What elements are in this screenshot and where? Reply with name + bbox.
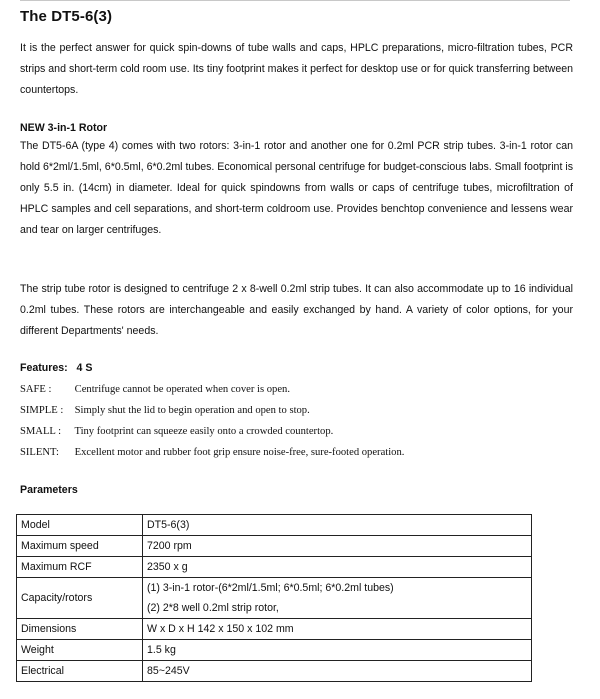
features-heading — [20, 362, 92, 374]
capacity-line-2: (2) 2*8 well 0.2ml strip rotor, — [147, 602, 279, 614]
param-key: Model — [17, 515, 143, 536]
strip-paragraph: The strip tube rotor is designed to centrifuge 2 x 8-well 0.2ml strip tubes. It can also accommodate up to 16 individual 0.2ml tubes. These rotors are interchangeable and easily exchanged by hand. A variety of color options, for your different Departments' needs. — [20, 283, 573, 337]
capacity-line-1: (1) 3-in-1 rotor-(6*2ml/1.5ml; 6*0.5ml; 6*0.2ml tubes) — [147, 582, 394, 594]
param-value — [143, 578, 532, 619]
parameters-heading: Parameters — [20, 484, 78, 496]
table-row — [17, 578, 532, 619]
feature-text: Centrifuge cannot be operated when cover is open. — [74, 384, 290, 395]
features-count: 4 S — [76, 362, 93, 374]
param-value: 85~245V — [143, 661, 532, 682]
feature-row — [20, 400, 310, 421]
rotor-heading: NEW 3-in-1 Rotor — [20, 122, 108, 134]
feature-row — [20, 421, 333, 442]
feature-key: SAFE : — [20, 384, 52, 395]
feature-row — [20, 379, 290, 400]
table-row — [17, 536, 532, 557]
param-key: Electrical — [17, 661, 143, 682]
features-label: Features: — [20, 362, 68, 374]
table-row — [17, 515, 532, 536]
feature-text: Excellent motor and rubber foot grip ensure noise-free, sure-footed operation. — [74, 447, 405, 458]
param-value: 1.5 kg — [143, 640, 532, 661]
param-key: Capacity/rotors — [17, 578, 143, 619]
param-key: Dimensions — [17, 619, 143, 640]
feature-text: Tiny footprint can squeeze easily onto a crowded countertop. — [74, 426, 334, 437]
parameters-table — [16, 514, 532, 682]
table-row — [17, 619, 532, 640]
param-value: 7200 rpm — [143, 536, 532, 557]
param-value: DT5-6(3) — [143, 515, 532, 536]
page-title: The DT5-6(3) — [20, 8, 113, 25]
table-row — [17, 557, 532, 578]
feature-key: SILENT: — [20, 447, 59, 458]
intro-paragraph: It is the perfect answer for quick spin-downs of tube walls and caps, HPLC preparations, micro-filtration tubes, PCR strips and short-term cold room use. Its tiny footprint makes it perfect for desktop use or for quick transferring between countertops. — [20, 42, 573, 96]
param-value: W x D x H 142 x 150 x 102 mm — [143, 619, 532, 640]
param-key: Weight — [17, 640, 143, 661]
table-row — [17, 640, 532, 661]
table-row — [17, 661, 532, 682]
param-key: Maximum speed — [17, 536, 143, 557]
feature-key: SIMPLE : — [20, 405, 64, 416]
feature-row — [20, 442, 404, 463]
top-divider — [20, 0, 570, 1]
rotor-paragraph: The DT5-6A (type 4) comes with two rotors: 3-in-1 rotor and another one for 0.2ml PCR strip tubes. 3-in-1 rotor can hold 6*2ml/1.5ml, 6*0.5ml, 6*0.2ml tubes. Economical personal centrifuge for budget-conscious labs. Small footprint is only 5.5 in. (14cm) in diameter. Ideal for quick spindowns from walls or caps of centrifuge tubes, microfiltration of HPLC samples and cell separations, and short-term coldroom use. Provides benchtop convenience and lessens wear and tear on larger centrifuges. — [20, 140, 573, 236]
feature-text: Simply shut the lid to begin operation and open to stop. — [74, 405, 310, 416]
feature-key: SMALL : — [20, 426, 62, 437]
param-value: 2350 x g — [143, 557, 532, 578]
param-key: Maximum RCF — [17, 557, 143, 578]
